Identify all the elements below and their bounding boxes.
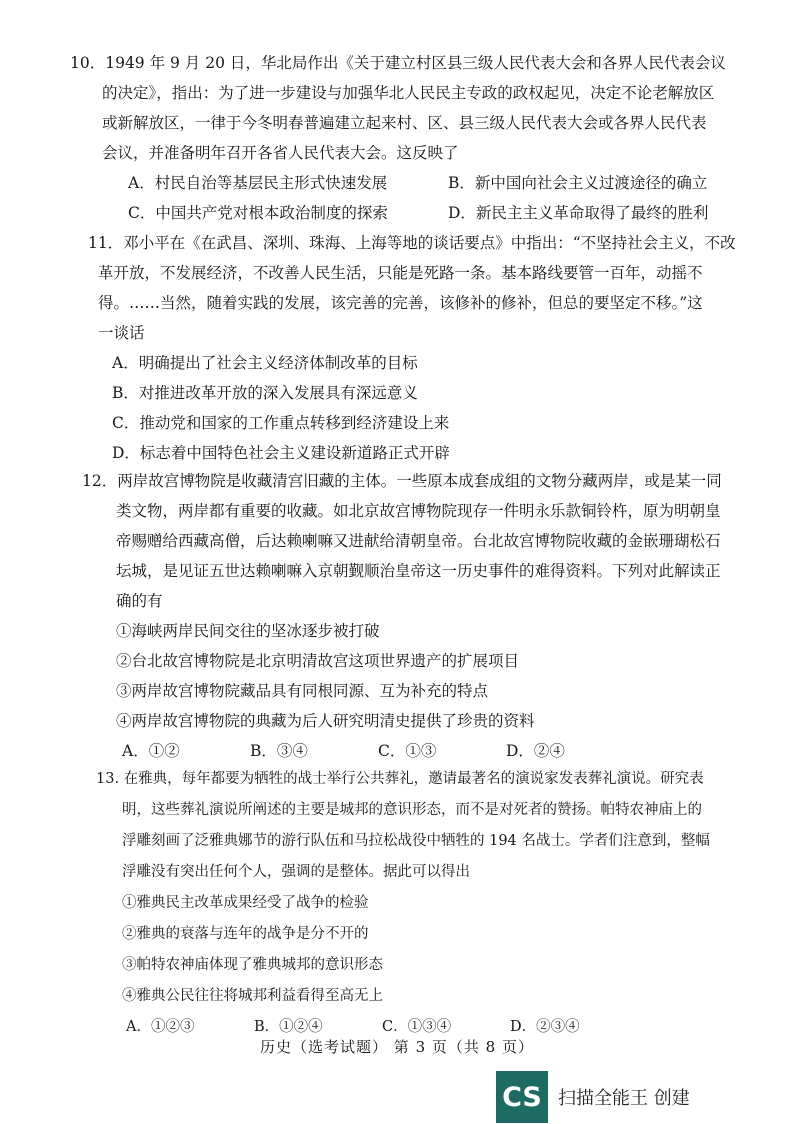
question-10-stem-line: 的决定》，指出：为了进一步建设与加强华北人民民主专政的政权起见，决定不论老解放区: [102, 84, 715, 102]
question-13-stem-line: 浮雕没有突出任何个人，强调的是整体。据此可以得出: [122, 864, 470, 880]
statement-3: ③帕特农神庙体现了雅典城邦的意识形态: [122, 957, 383, 973]
question-12-options-row: [82, 736, 722, 766]
option-c[interactable]: C．①③: [378, 742, 437, 760]
option-b[interactable]: B．对推进改革开放的深入发展具有深远意义: [112, 384, 418, 402]
question-10-stem-line: 或新解放区，一律于今冬明春普遍建立起来村、区、县三级人民代表大会或各界人民代表: [102, 114, 707, 132]
question-12-stem-line: 类文物，两岸都有重要的收藏。如北京故宫博物院现存一件明永乐款铜铃杵，原为明朝皇: [116, 502, 721, 520]
option-a[interactable]: A．①②: [122, 742, 180, 760]
question-12-stem-line: 坛城，是见证五世达赖喇嘛入京朝觐顺治皇帝这一历史事件的难得资料。下列对此解读正: [116, 562, 721, 580]
question-10-options-row: [70, 198, 768, 228]
option-a[interactable]: A．村民自治等基层民主形式快速发展: [128, 174, 388, 192]
option-c[interactable]: C．①③④: [382, 1019, 452, 1035]
statement-4: ④雅典公民往往将城邦利益看得至高无上: [122, 988, 383, 1004]
option-b[interactable]: B．③④: [250, 742, 308, 760]
option-d[interactable]: D．标志着中国特色社会主义建设新道路正式开辟: [112, 444, 450, 462]
option-d[interactable]: D．②③④: [510, 1019, 580, 1035]
statement-2: ②台北故宫博物院是北京明清故宫这项世界遗产的扩展项目: [116, 652, 520, 670]
question-13: [96, 764, 710, 1043]
question-13-stem-line: 13. 在雅典，每年都要为牺牲的战士举行公共葬礼，邀请最著名的演说家发表葬礼演说。研究表: [96, 771, 704, 787]
statement-4: ④两岸故宫博物院的典藏为后人研究明清史提供了珍贵的资料: [116, 712, 535, 730]
option-c[interactable]: C．推动党和国家的工作重点转移到经济建设上来: [112, 414, 450, 432]
question-13-stem-line: 浮雕刻画了泛雅典娜节的游行队伍和马拉松战役中牺牲的 194 名战士。学者们注意到，整幅: [122, 833, 710, 849]
camscanner-watermark: [496, 1071, 690, 1123]
option-d[interactable]: D．新民主主义革命取得了最终的胜利: [448, 204, 709, 222]
question-11-stem-line: 得。……当然，随着实践的发展，该完善的完善，该修补的修补，但总的要坚定不移。”这: [98, 294, 703, 312]
question-12-stem-line: 帝赐赠给西藏高僧，后达赖喇嘛又进献给清朝皇帝。台北故宫博物院收藏的金嵌珊瑚松石: [116, 532, 721, 550]
statement-1: ①雅典民主改革成果经受了战争的检验: [122, 895, 369, 911]
statement-2: ②雅典的衰落与连年的战争是分不开的: [122, 926, 369, 942]
camscanner-logo-icon: CS: [496, 1071, 548, 1123]
option-a[interactable]: A．①②③: [126, 1019, 195, 1035]
option-b[interactable]: B．新中国向社会主义过渡途径的确立: [448, 174, 708, 192]
question-13-stem-line: 明，这些葬礼演说所阐述的主要是城邦的意识形态，而不是对死者的赞扬。帕特农神庙上的: [122, 802, 702, 818]
option-c[interactable]: C．中国共产党对根本政治制度的探索: [128, 204, 388, 222]
question-10-options-row: [70, 168, 768, 198]
question-12-stem-line: 12．两岸故宫博物院是收藏清宫旧藏的主体。一些原本成套成组的文物分藏两岸，或是某一同: [82, 472, 722, 490]
option-a[interactable]: A．明确提出了社会主义经济体制改革的目标: [112, 354, 418, 372]
option-d[interactable]: D．②④: [506, 742, 565, 760]
question-11: [88, 228, 736, 468]
question-10-stem-line: 10．1949 年 9 月 20 日，华北局作出《关于建立村区县三级人民代表大会和各界人民代表会议: [70, 54, 726, 72]
question-12-stem-line: 确的有: [116, 592, 163, 610]
page-footer: 历史（选考试题） 第 3 页（共 8 页）: [260, 1038, 534, 1056]
question-12: [82, 466, 722, 766]
option-b[interactable]: B．①②④: [254, 1019, 323, 1035]
question-11-stem-line: 一谈话: [98, 324, 145, 342]
question-10: [70, 48, 768, 228]
question-11-stem-line: 革开放，不发展经济，不改善人民生活，只能是死路一条。基本路线要管一百年，动摇不: [98, 264, 703, 282]
statement-3: ③两岸故宫博物院藏品具有同根同源、互为补充的特点: [116, 682, 489, 700]
camscanner-watermark-text: 扫描全能王 创建: [558, 1088, 690, 1109]
statement-1: ①海峡两岸民间交往的坚冰逐步被打破: [116, 622, 380, 640]
question-10-stem-line: 会议，并准备明年召开各省人民代表大会。这反映了: [102, 144, 459, 162]
question-11-stem-line: 11．邓小平在《在武昌、深圳、珠海、上海等地的谈话要点》中指出：“不坚持社会主义，不改: [88, 234, 736, 252]
